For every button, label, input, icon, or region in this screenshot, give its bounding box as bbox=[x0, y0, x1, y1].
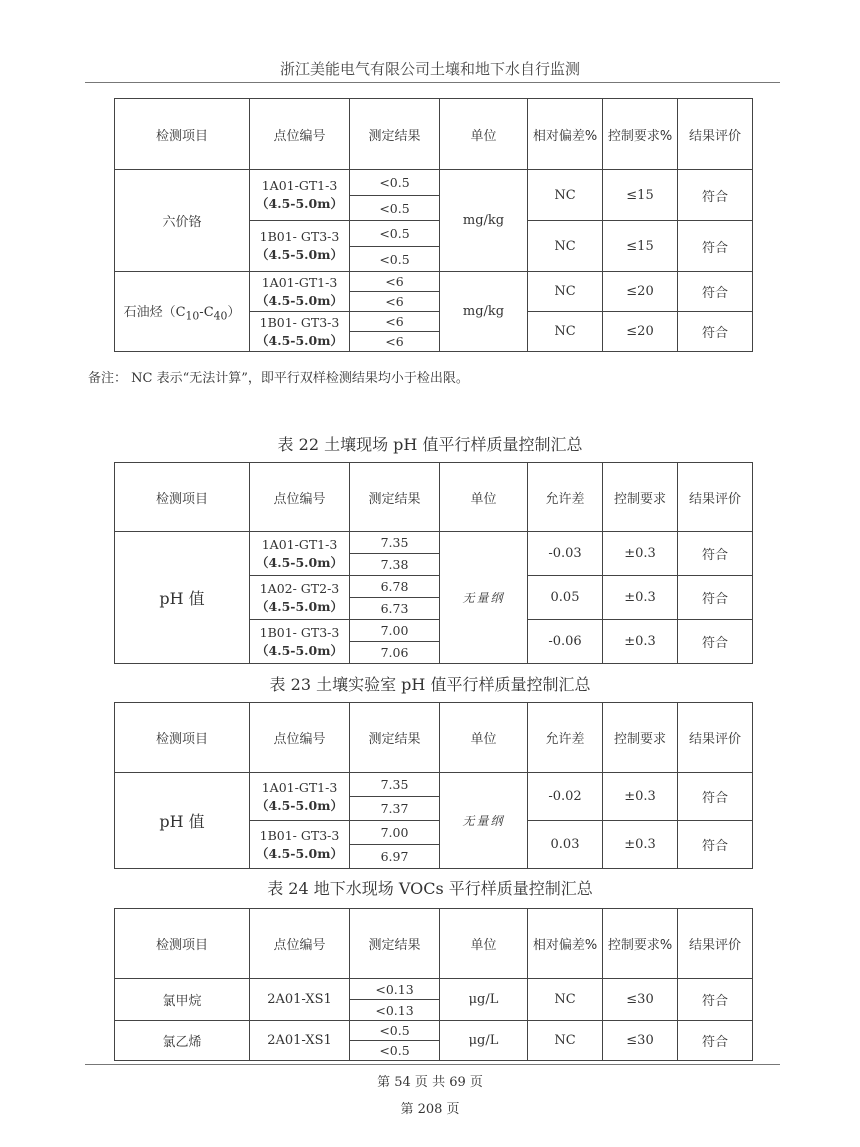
table-24-groundwater-vocs bbox=[114, 908, 753, 1061]
result-cell: <0.5 bbox=[350, 196, 440, 221]
header-cell: 检测项目 bbox=[115, 909, 250, 979]
point-id: 1A01-GT1-3 bbox=[261, 536, 338, 552]
header-cell: 检测项目 bbox=[115, 99, 250, 170]
control-cell: ≤30 bbox=[603, 1021, 678, 1061]
deviation-cell: NC bbox=[528, 272, 603, 312]
header-cell: 控制要求 bbox=[603, 463, 678, 532]
result-cell: <6 bbox=[350, 312, 440, 332]
result-cell: 6.73 bbox=[350, 598, 440, 620]
header-cell: 测定结果 bbox=[350, 909, 440, 979]
evaluation-cell: 符合 bbox=[678, 1021, 753, 1061]
header-cell: 结果评价 bbox=[678, 909, 753, 979]
item-subscript: 10 bbox=[185, 309, 200, 323]
evaluation-cell: 符合 bbox=[678, 312, 753, 352]
table-23-lab-ph bbox=[114, 702, 753, 869]
header-cell: 单位 bbox=[440, 703, 528, 773]
result-cell: 7.00 bbox=[350, 620, 440, 642]
evaluation-cell: 符合 bbox=[678, 532, 753, 576]
item-cell: 氯甲烷 bbox=[115, 979, 250, 1021]
header-cell: 点位编号 bbox=[250, 703, 350, 773]
header-cell: 点位编号 bbox=[250, 909, 350, 979]
deviation-cell: NC bbox=[528, 979, 603, 1021]
header-cell: 结果评价 bbox=[678, 99, 753, 170]
result-cell: <6 bbox=[350, 272, 440, 292]
header-cell: 测定结果 bbox=[350, 703, 440, 773]
point-cell bbox=[250, 170, 350, 221]
header-cell: 测定结果 bbox=[350, 463, 440, 532]
point-depth: （4.5-5.0m） bbox=[256, 598, 343, 614]
table-22-caption: 表 22 土壤现场 pH 值平行样质量控制汇总 bbox=[277, 435, 583, 454]
diff-cell: -0.03 bbox=[528, 532, 603, 576]
evaluation-cell: 符合 bbox=[678, 576, 753, 620]
point-cell bbox=[250, 620, 350, 664]
point-cell bbox=[250, 312, 350, 352]
unit-cell: 无量纲 bbox=[440, 773, 528, 869]
control-cell: ±0.3 bbox=[603, 576, 678, 620]
header-cell: 点位编号 bbox=[250, 99, 350, 170]
evaluation-cell: 符合 bbox=[678, 170, 753, 221]
control-cell: ±0.3 bbox=[603, 821, 678, 869]
footer-divider bbox=[85, 1064, 780, 1065]
diff-cell: 0.05 bbox=[528, 576, 603, 620]
header-cell: 检测项目 bbox=[115, 463, 250, 532]
unit-cell: 无量纲 bbox=[440, 532, 528, 664]
result-cell: <0.13 bbox=[350, 979, 440, 1000]
header-divider bbox=[85, 82, 780, 83]
control-cell: ≤20 bbox=[603, 312, 678, 352]
result-cell: <0.5 bbox=[350, 1041, 440, 1061]
table-header-row bbox=[115, 703, 753, 773]
evaluation-cell: 符合 bbox=[678, 979, 753, 1021]
result-cell: <0.5 bbox=[350, 170, 440, 196]
unit-cell: mg/kg bbox=[440, 170, 528, 272]
point-depth: （4.5-5.0m） bbox=[256, 554, 343, 570]
table-header-row bbox=[115, 99, 753, 170]
point-id: 1B01- GT3-3 bbox=[259, 314, 340, 330]
point-depth: （4.5-5.0m） bbox=[256, 332, 343, 348]
point-id: 1A01-GT1-3 bbox=[261, 779, 338, 795]
control-cell: ±0.3 bbox=[603, 532, 678, 576]
control-cell: ±0.3 bbox=[603, 773, 678, 821]
evaluation-cell: 符合 bbox=[678, 620, 753, 664]
table-header-row bbox=[115, 909, 753, 979]
table-row bbox=[115, 170, 753, 196]
point-depth: （4.5-5.0m） bbox=[256, 642, 343, 658]
header-cell: 点位编号 bbox=[250, 463, 350, 532]
header-cell: 允许差 bbox=[528, 703, 603, 773]
table-23-caption: 表 23 土壤实验室 pH 值平行样质量控制汇总 bbox=[269, 675, 591, 694]
header-cell: 检测项目 bbox=[115, 703, 250, 773]
header-cell: 控制要求% bbox=[603, 909, 678, 979]
page-header-title: 浙江美能电气有限公司土壤和地下水自行监测 bbox=[279, 60, 580, 78]
point-id: 1A01-GT1-3 bbox=[261, 274, 338, 290]
deviation-cell: NC bbox=[528, 312, 603, 352]
item-subscript: 40 bbox=[213, 309, 228, 323]
table-24-caption: 表 24 地下水现场 VOCs 平行样质量控制汇总 bbox=[267, 879, 593, 898]
result-cell: <0.5 bbox=[350, 1021, 440, 1041]
evaluation-cell: 符合 bbox=[678, 773, 753, 821]
point-cell bbox=[250, 272, 350, 312]
control-cell: ±0.3 bbox=[603, 620, 678, 664]
table-row bbox=[115, 272, 753, 292]
result-cell: <0.13 bbox=[350, 1000, 440, 1021]
point-id: 1A01-GT1-3 bbox=[261, 178, 338, 193]
header-cell: 结果评价 bbox=[678, 703, 753, 773]
control-cell: ≤30 bbox=[603, 979, 678, 1021]
header-cell: 控制要求 bbox=[603, 703, 678, 773]
item-cell: pH 值 bbox=[115, 532, 250, 664]
unit-cell: μg/L bbox=[440, 979, 528, 1021]
unit-cell: μg/L bbox=[440, 1021, 528, 1061]
evaluation-cell: 符合 bbox=[678, 821, 753, 869]
table-row bbox=[115, 773, 753, 797]
header-cell: 相对偏差% bbox=[528, 909, 603, 979]
header-cell: 控制要求% bbox=[603, 99, 678, 170]
page-number: 第 54 页 共 69 页 bbox=[377, 1075, 483, 1090]
point-cell: 2A01-XS1 bbox=[250, 979, 350, 1021]
control-cell: ≤15 bbox=[603, 221, 678, 272]
deviation-cell: NC bbox=[528, 1021, 603, 1061]
evaluation-cell: 符合 bbox=[678, 272, 753, 312]
point-depth: （4.5-5.0m） bbox=[256, 247, 343, 262]
table-hexavalent-chromium-petroleum bbox=[114, 98, 753, 352]
header-cell: 测定结果 bbox=[350, 99, 440, 170]
point-id: 1B01- GT3-3 bbox=[259, 827, 340, 843]
table-row bbox=[115, 532, 753, 554]
point-id: 1B01- GT3-3 bbox=[259, 624, 340, 640]
diff-cell: -0.02 bbox=[528, 773, 603, 821]
result-cell: 6.97 bbox=[350, 845, 440, 869]
item-cell bbox=[115, 272, 250, 352]
header-cell: 允许差 bbox=[528, 463, 603, 532]
table-note: 备注： NC 表示“无法计算”，即平行双样检测结果均小于检出限。 bbox=[88, 371, 469, 386]
diff-cell: -0.06 bbox=[528, 620, 603, 664]
item-cell: pH 值 bbox=[115, 773, 250, 869]
header-cell: 单位 bbox=[440, 99, 528, 170]
point-depth: （4.5-5.0m） bbox=[256, 196, 343, 211]
result-cell: 7.00 bbox=[350, 821, 440, 845]
evaluation-cell: 符合 bbox=[678, 221, 753, 272]
table-header-row bbox=[115, 463, 753, 532]
result-cell: <6 bbox=[350, 292, 440, 312]
result-cell: 7.35 bbox=[350, 532, 440, 554]
header-cell: 单位 bbox=[440, 463, 528, 532]
item-text: -C bbox=[199, 304, 214, 320]
result-cell: <0.5 bbox=[350, 221, 440, 247]
item-text: 石油烃（C bbox=[123, 304, 186, 320]
point-id: 1A02- GT2-3 bbox=[259, 580, 340, 596]
deviation-cell: NC bbox=[528, 221, 603, 272]
item-text: ） bbox=[227, 304, 241, 320]
point-cell bbox=[250, 576, 350, 620]
table-22-field-ph bbox=[114, 462, 753, 664]
result-cell: 7.38 bbox=[350, 554, 440, 576]
point-cell bbox=[250, 532, 350, 576]
item-cell: 六价铬 bbox=[115, 170, 250, 272]
unit-cell: mg/kg bbox=[440, 272, 528, 352]
table-row bbox=[115, 1021, 753, 1041]
deviation-cell: NC bbox=[528, 170, 603, 221]
result-cell: 7.37 bbox=[350, 797, 440, 821]
control-cell: ≤20 bbox=[603, 272, 678, 312]
point-id: 1B01- GT3-3 bbox=[259, 229, 340, 244]
result-cell: 6.78 bbox=[350, 576, 440, 598]
header-cell: 相对偏差% bbox=[528, 99, 603, 170]
point-depth: （4.5-5.0m） bbox=[256, 292, 343, 308]
diff-cell: 0.03 bbox=[528, 821, 603, 869]
total-page-number: 第 208 页 bbox=[400, 1102, 460, 1117]
item-cell: 氯乙烯 bbox=[115, 1021, 250, 1061]
point-cell bbox=[250, 821, 350, 869]
header-cell: 结果评价 bbox=[678, 463, 753, 532]
result-cell: 7.35 bbox=[350, 773, 440, 797]
header-cell: 单位 bbox=[440, 909, 528, 979]
result-cell: 7.06 bbox=[350, 642, 440, 664]
result-cell: <0.5 bbox=[350, 247, 440, 272]
table-row bbox=[115, 979, 753, 1000]
point-depth: （4.5-5.0m） bbox=[256, 845, 343, 861]
point-cell bbox=[250, 221, 350, 272]
control-cell: ≤15 bbox=[603, 170, 678, 221]
point-cell bbox=[250, 773, 350, 821]
point-cell: 2A01-XS1 bbox=[250, 1021, 350, 1061]
result-cell: <6 bbox=[350, 332, 440, 352]
point-depth: （4.5-5.0m） bbox=[256, 797, 343, 813]
